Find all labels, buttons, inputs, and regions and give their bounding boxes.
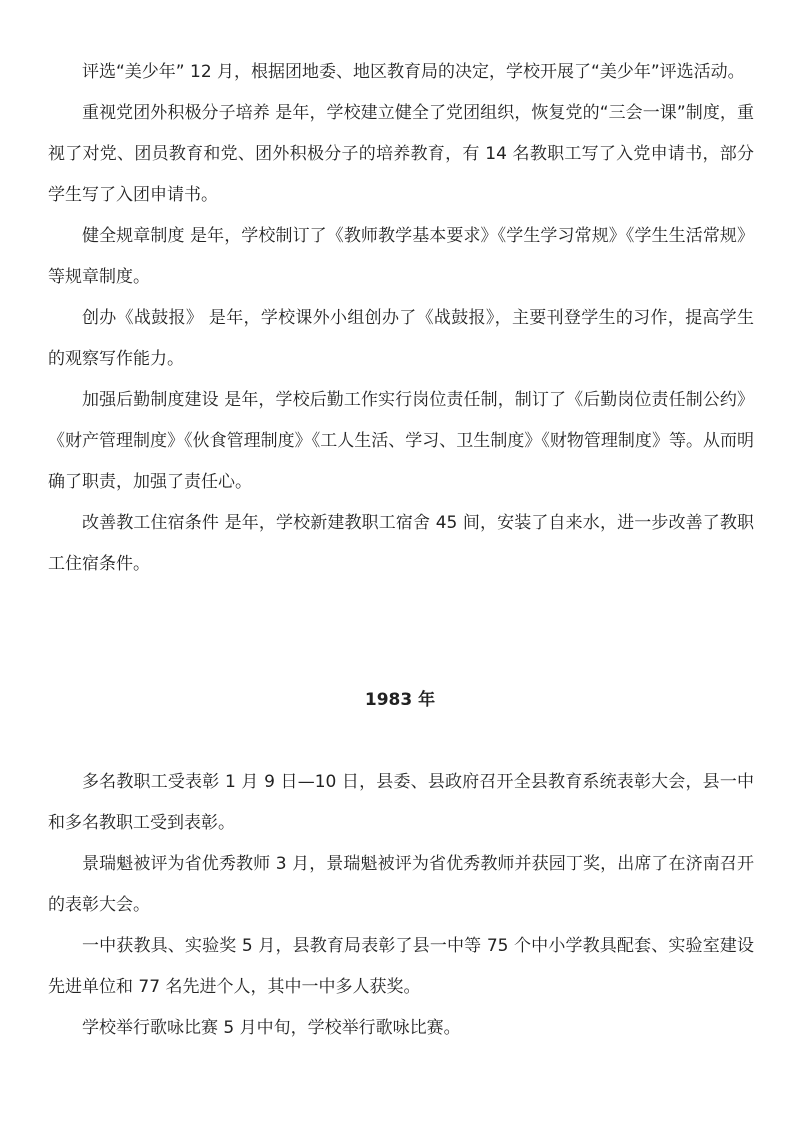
section-1982 <box>48 52 754 585</box>
paragraph-mei-shao-nian: 评选“美少年” 12 月，根据团地委、地区教育局的决定，学校开展了“美少年”评选活动。 <box>82 62 745 82</box>
paragraph-jing-ruikui: 景瑞魁被评为省优秀教师 3 月，景瑞魁被评为省优秀教师并获园丁奖，出席了在济南召开的表彰大会。 <box>48 854 754 915</box>
paragraph-staff-commendation: 多名教职工受表彰 1 月 9 日—10 日，县委、县政府召开全县教育系统表彰大会，县一中和多名教职工受到表彰。 <box>48 772 754 833</box>
section-1983 <box>48 762 754 1049</box>
paragraph-singing-contest: 学校举行歌咏比赛 5 月中旬，学校举行歌咏比赛。 <box>82 1018 461 1038</box>
paragraph-teaching-aids-award: 一中获教具、实验奖 5 月，县教育局表彰了县一中等 75 个中小学教具配套、实验室建设先进单位和 77 名先进个人，其中一中多人获奖。 <box>48 936 754 997</box>
paragraph-logistics: 加强后勤制度建设 是年，学校后勤工作实行岗位责任制，制订了《后勤岗位责任制公约》《财产管理制度》《伙食管理制度》《工人生活、学习、卫生制度》《财物管理制度》等。从而明确了职责，加强了责任心。 <box>48 390 754 492</box>
paragraph-zhangubao: 创办《战鼓报》 是年，学校课外小组创办了《战鼓报》，主要刊登学生的习作，提高学生的观察写作能力。 <box>48 308 754 369</box>
paragraph-staff-housing: 改善教工住宿条件 是年，学校新建教职工宿舍 45 间，安装了自来水，进一步改善了教职工住宿条件。 <box>48 513 754 574</box>
paragraph-regulations: 健全规章制度 是年，学校制订了《教师教学基本要求》《学生学习常规》《学生生活常规》等规章制度。 <box>48 226 754 287</box>
year-heading-1983: 1983 年 <box>364 690 436 710</box>
paragraph-party-league: 重视党团外积极分子培养 是年，学校建立健全了党团组织，恢复党的“三会一课”制度，重视了对党、团员教育和党、团外积极分子的培养教育，有 14 名教职工写了入党申请书，部分学生写了入团申请书。 <box>48 103 754 205</box>
